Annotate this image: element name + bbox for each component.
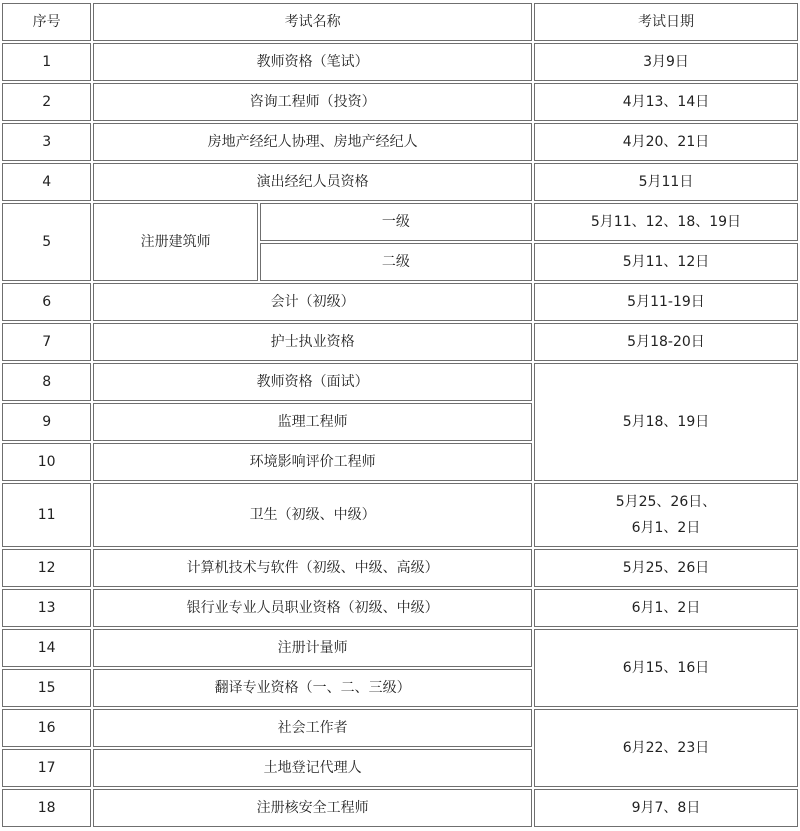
row-date: 6月1、2日 <box>534 589 798 627</box>
row-no: 3 <box>2 123 91 161</box>
row-name: 注册计量师 <box>93 629 532 667</box>
row-no: 2 <box>2 83 91 121</box>
row-date-line: 6月1、2日 <box>631 520 701 536</box>
row-name: 房地产经纪人协理、房地产经纪人 <box>93 123 532 161</box>
table-row <box>2 163 798 201</box>
row-name: 土地登记代理人 <box>93 749 532 787</box>
table-row <box>2 709 798 747</box>
row-name: 环境影响评价工程师 <box>93 443 532 481</box>
row-date <box>534 483 798 547</box>
row-date: 5月11-19日 <box>534 283 798 321</box>
row-date: 9月7、8日 <box>534 789 798 827</box>
table-row <box>2 549 798 587</box>
row-date: 4月20、21日 <box>534 123 798 161</box>
row-date: 4月13、14日 <box>534 83 798 121</box>
row-name: 护士执业资格 <box>93 323 532 361</box>
table-row <box>2 123 798 161</box>
row-name: 会计（初级） <box>93 283 532 321</box>
table-header-row <box>2 3 798 41</box>
row-no: 1 <box>2 43 91 81</box>
row-date: 3月9日 <box>534 43 798 81</box>
row-no: 13 <box>2 589 91 627</box>
table-row <box>2 203 798 241</box>
row-date-line: 5月25、26日、 <box>615 494 717 510</box>
table-row <box>2 629 798 667</box>
row-name: 教师资格（笔试） <box>93 43 532 81</box>
table-row <box>2 789 798 827</box>
table-row <box>2 323 798 361</box>
row-sub-level: 二级 <box>260 243 532 281</box>
row-name: 教师资格（面试） <box>93 363 532 401</box>
row-no: 14 <box>2 629 91 667</box>
row-no: 11 <box>2 483 91 547</box>
header-no: 序号 <box>2 3 91 41</box>
row-name: 监理工程师 <box>93 403 532 441</box>
table-row <box>2 43 798 81</box>
row-no: 12 <box>2 549 91 587</box>
row-date: 5月18-20日 <box>534 323 798 361</box>
header-date: 考试日期 <box>534 3 798 41</box>
row-name: 咨询工程师（投资） <box>93 83 532 121</box>
row-no: 10 <box>2 443 91 481</box>
row-no: 17 <box>2 749 91 787</box>
merged-date: 6月22、23日 <box>534 709 798 787</box>
exam-schedule-table <box>0 1 800 829</box>
row-no: 4 <box>2 163 91 201</box>
row-sub-level: 一级 <box>260 203 532 241</box>
row-no: 9 <box>2 403 91 441</box>
row-name: 注册建筑师 <box>93 203 257 281</box>
table-row <box>2 283 798 321</box>
row-date: 5月25、26日 <box>534 549 798 587</box>
row-name: 社会工作者 <box>93 709 532 747</box>
row-no: 5 <box>2 203 91 281</box>
row-no: 8 <box>2 363 91 401</box>
row-no: 6 <box>2 283 91 321</box>
row-no: 7 <box>2 323 91 361</box>
merged-date: 5月18、19日 <box>534 363 798 481</box>
table-row <box>2 483 798 547</box>
row-date: 5月11日 <box>534 163 798 201</box>
table-row <box>2 83 798 121</box>
row-no: 15 <box>2 669 91 707</box>
row-name: 演出经纪人员资格 <box>93 163 532 201</box>
table-row <box>2 363 798 401</box>
merged-date: 6月15、16日 <box>534 629 798 707</box>
row-name: 计算机技术与软件（初级、中级、高级） <box>93 549 532 587</box>
row-no: 18 <box>2 789 91 827</box>
row-name: 银行业专业人员职业资格（初级、中级） <box>93 589 532 627</box>
row-name: 注册核安全工程师 <box>93 789 532 827</box>
header-name: 考试名称 <box>93 3 532 41</box>
row-name: 翻译专业资格（一、二、三级） <box>93 669 532 707</box>
row-no: 16 <box>2 709 91 747</box>
row-date: 5月11、12日 <box>534 243 798 281</box>
row-name: 卫生（初级、中级） <box>93 483 532 547</box>
row-date: 5月11、12、18、19日 <box>534 203 798 241</box>
table-row <box>2 589 798 627</box>
